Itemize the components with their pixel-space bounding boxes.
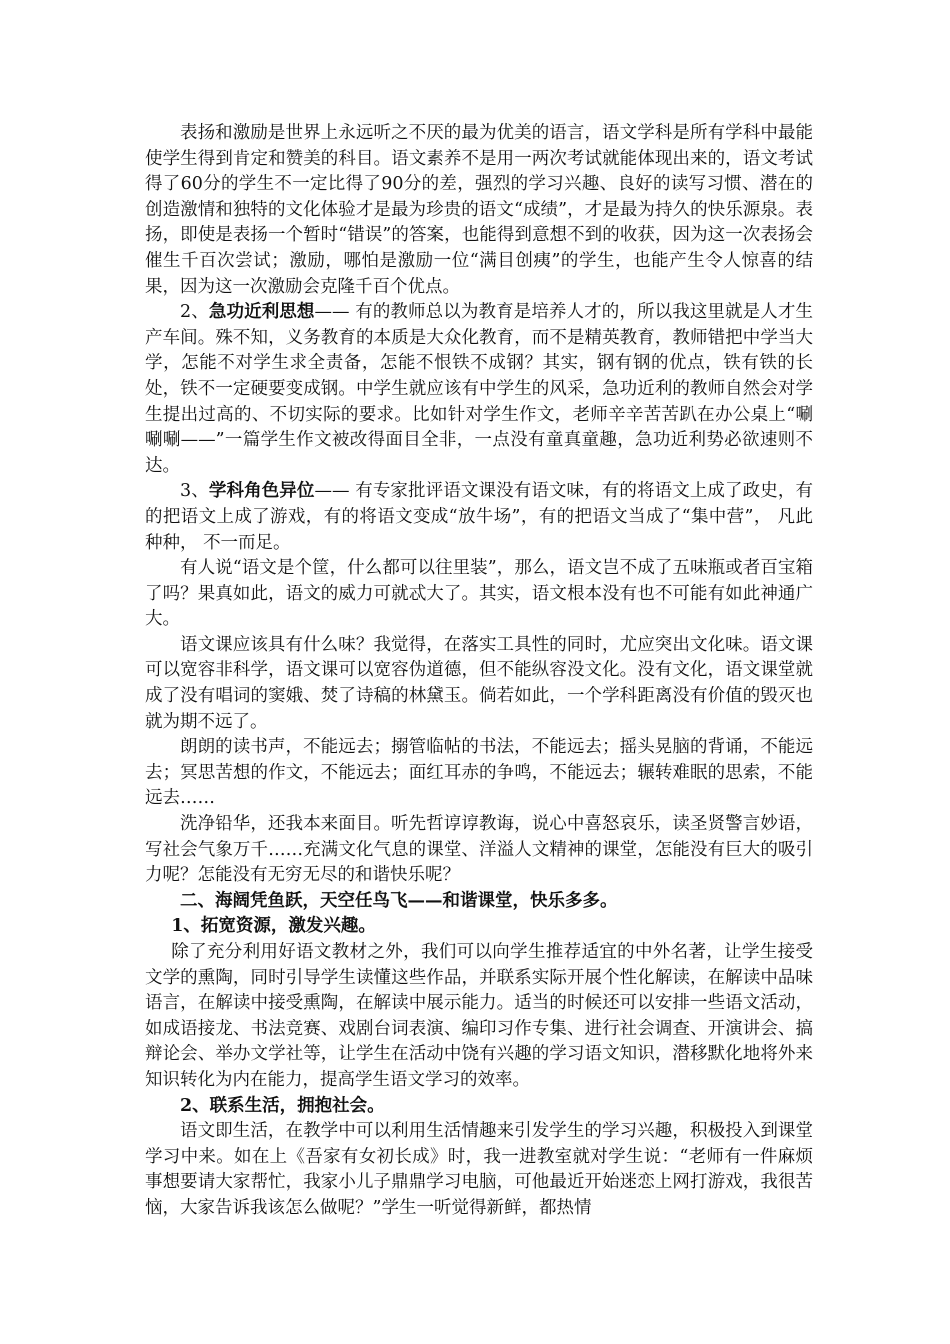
paragraph-text: 表扬和激励是世界上永远听之不厌的最为优美的语言，语文学科是所有学科中最能使学生得到肯定和赞美的科目。语文素养不是用一两次考试就能体现出来的，语文考试得了60分的学生不一定比得了90分的差，强烈的学习兴趣、良好的读写习惯、潜在的创造激情和独特的文化体验才是最为珍贵的语文“成绩”，才是最为持久的快乐源泉。表扬，即使是表扬一个暂时“错误”的答案，也能得到意想不到的收获，因为这一次表扬会催生千百次尝试；激励，哪怕是激励一位“满目创痍”的学生，也能产生令人惊喜的结果，因为这一次激励会克隆千百个优点。 — [145, 123, 813, 297]
paragraph-text: —— 有专家批评语文课没有语文味，有的将语文上成了政史，有的把语文上成了游戏，有的将语文变成“放牛场”，有的把语文当成了“集中营”， 凡此种种， 不一而足。 — [145, 481, 813, 553]
paragraph-heading: 学科角色异位 — [208, 481, 315, 502]
list-number: 3、 — [180, 481, 209, 502]
section-heading-text: 二、海阔凭鱼跃，天空任鸟飞——和谐课堂，快乐多多。 — [180, 890, 618, 911]
paragraph-role-shift — [145, 479, 813, 556]
paragraph-basket — [145, 556, 813, 633]
paragraph-text: 有人说“语文是个筐，什么都可以往里装”，那么，语文岂不成了五味瓶或者百宝箱了吗？果真如此，语文的威力可就忒大了。其实，语文根本没有也不可能有如此神通广大。 — [145, 558, 813, 630]
paragraph-praise — [145, 121, 813, 300]
paragraph-culture — [145, 633, 813, 735]
paragraph-return — [145, 812, 813, 889]
section-heading-harmony — [145, 889, 813, 915]
paragraph-not-far — [145, 735, 813, 812]
subheading-text: 1、拓宽资源，激发兴趣。 — [171, 916, 376, 937]
document-page — [145, 121, 813, 1222]
paragraph-life — [145, 1119, 813, 1221]
paragraph-heading: 急功近利思想 — [208, 302, 315, 323]
subheading-text: 2、联系生活，拥抱社会。 — [180, 1095, 385, 1116]
paragraph-text: 朗朗的读书声，不能远去；搦管临帖的书法，不能远去；摇头晃脑的背诵，不能远去；冥思苦想的作文，不能远去；面红耳赤的争鸣，不能远去；辗转难眠的思索，不能远去…… — [145, 737, 813, 809]
paragraph-utilitarian — [145, 300, 813, 479]
subheading-life — [145, 1094, 813, 1120]
paragraph-text: 语文即生活，在教学中可以利用生活情趣来引发学生的学习兴趣，积极投入到课堂学习中来。如在上《吾家有女初长成》时，我一进教室就对学生说：“老师有一件麻烦事想要请大家帮忙，我家小儿子鼎鼎学习电脑，可他最近开始迷恋上网打游戏，我很苦恼，大家告诉我该怎么做呢？”学生一听觉得新鲜，都热情 — [145, 1121, 813, 1218]
paragraph-text: 除了充分利用好语文教材之外，我们可以向学生推荐适宜的中外名著，让学生接受文学的熏陶，同时引导学生读懂这些作品，并联系实际开展个性化解读，在解读中品味语言，在解读中接受熏陶，在解读中展示能力。适当的时候还可以安排一些语文活动，如成语接龙、书法竞赛、戏剧台词表演、编印习作专集、进行社会调查、开演讲会、搞辩论会、举办文学社等，让学生在活动中饶有兴趣的学习语文知识，潜移默化地将外来知识转化为内在能力，提高学生语文学习的效率。 — [145, 942, 813, 1090]
list-number: 2、 — [180, 302, 209, 323]
paragraph-text: —— 有的教师总以为教育是培养人才的，所以我这里就是人才生产车间。殊不知，义务教育的本质是大众化教育，而不是精英教育，教师错把中学当大学，怎能不对学生求全责备，怎能不恨铁不成钢？其实，钢有钢的优点，铁有铁的长处，铁不一定硬要变成钢。中学生就应该有中学生的风采，急功近利的教师自然会对学生提出过高的、不切实际的要求。比如针对学生作文，老师辛辛苦苦趴在办公桌上“唰唰唰——”一篇学生作文被改得面目全非，一点没有童真童趣，急功近利势必欲速则不达。 — [145, 302, 813, 476]
paragraph-text: 洗净铅华，还我本来面目。听先哲谆谆教诲，说心中喜怒哀乐，读圣贤警言妙语，写社会气象万千……充满文化气息的课堂、洋溢人文精神的课堂，怎能没有巨大的吸引力呢？怎能没有无穷无尽的和谐快乐呢？ — [145, 814, 813, 886]
paragraph-text: 语文课应该具有什么味？我觉得，在落实工具性的同时，尤应突出文化味。语文课可以宽容非科学，语文课可以宽容伪道德，但不能纵容没文化。没有文化，语文课堂就成了没有唱词的窦娥、焚了诗稿的林黛玉。倘若如此，一个学科距离没有价值的毁灭也就为期不远了。 — [145, 634, 813, 732]
subheading-resources — [145, 914, 813, 940]
paragraph-resources — [145, 940, 813, 1094]
